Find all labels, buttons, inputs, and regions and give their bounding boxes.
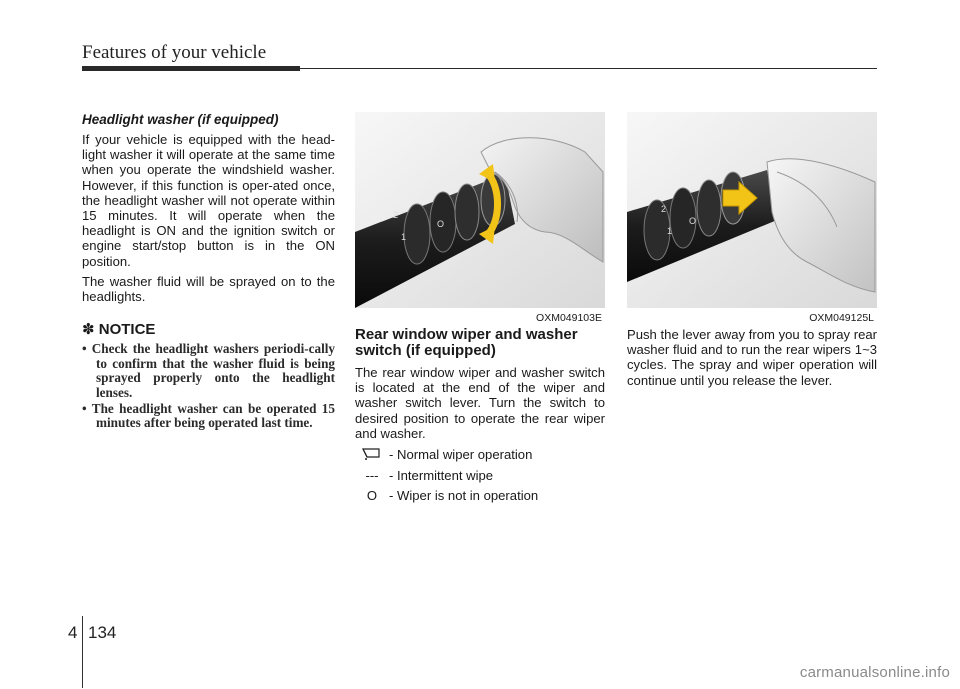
header-accent-bar bbox=[82, 66, 300, 71]
watermark-text: carmanualsonline.info bbox=[799, 664, 950, 681]
legend-symbol: O bbox=[366, 488, 378, 504]
rear-wiper-symbol-icon bbox=[359, 446, 385, 463]
notice-item: • The headlight washer can be operated 15 minutes after being operated last time. bbox=[82, 400, 335, 431]
legend-text: - Intermittent wipe bbox=[389, 468, 494, 484]
figure-rear-wiper-rotate bbox=[355, 112, 605, 324]
column-headlight-washer bbox=[82, 112, 335, 432]
svg-text:2: 2 bbox=[661, 204, 667, 214]
notice-heading: ✽ NOTICE bbox=[82, 321, 156, 339]
page-number-divider bbox=[82, 616, 83, 688]
subhead-headlight-washer: Headlight washer (if equipped) bbox=[82, 112, 279, 127]
legend-symbol: --- bbox=[365, 468, 379, 484]
figure-code: OXM049125L bbox=[809, 312, 874, 324]
svg-text:O: O bbox=[689, 216, 697, 226]
svg-text:2: 2 bbox=[393, 210, 399, 220]
column-rear-wiper bbox=[355, 112, 605, 508]
svg-text:1: 1 bbox=[401, 232, 407, 242]
legend-row bbox=[359, 488, 605, 503]
figure-rear-washer-push bbox=[627, 112, 877, 324]
legend-row bbox=[359, 446, 605, 463]
page-number: 134 bbox=[88, 623, 117, 642]
rear-wiper-paragraph: The rear window wiper and washer switch is located at the end of the wiper and washer switch lever. Turn the switch to desired position to operate the rear wiper and washer. bbox=[355, 365, 605, 441]
rear-washer-paragraph: Push the lever away from you to spray rear washer fluid and to run the rear wipers 1~3 cycles. The spray and wiper operation will continue until you release the lever. bbox=[627, 327, 877, 388]
svg-text:O: O bbox=[437, 219, 445, 229]
column-rear-washer bbox=[627, 112, 877, 393]
header-rule bbox=[300, 68, 877, 69]
notice-item: • Check the headlight washers periodi-cally to confirm that the washer fluid is being sprayed properly onto the headlight lenses. bbox=[82, 341, 335, 401]
legend-text: - Normal wiper operation bbox=[389, 447, 533, 463]
headlight-washer-paragraph: If your vehicle is equipped with the head-light washer it will operate at the same time when you operate the windshield washer. However, if this function is oper-ated once, the headlight washer will not operate within 15 minutes. It will operate when the headlight is ON and the ignition switch or engine start/stop button is in the ON position. bbox=[82, 132, 335, 269]
svg-text:1: 1 bbox=[667, 226, 673, 236]
legend-text: - Wiper is not in operation bbox=[389, 488, 539, 504]
wiper-lever-push-illustration bbox=[627, 112, 877, 308]
figure-code: OXM049103E bbox=[536, 312, 602, 324]
legend-row bbox=[359, 468, 605, 483]
headlight-washer-paragraph-2: The washer fluid will be sprayed on to the headlights. bbox=[82, 273, 335, 305]
wiper-lever-rotate-illustration bbox=[355, 112, 605, 308]
notice-list bbox=[82, 342, 335, 431]
rear-wiper-heading: Rear window wiper and washer switch (if equipped) bbox=[355, 326, 578, 359]
page-header-title: Features of your vehicle bbox=[82, 42, 267, 63]
chapter-number: 4 bbox=[68, 623, 78, 642]
